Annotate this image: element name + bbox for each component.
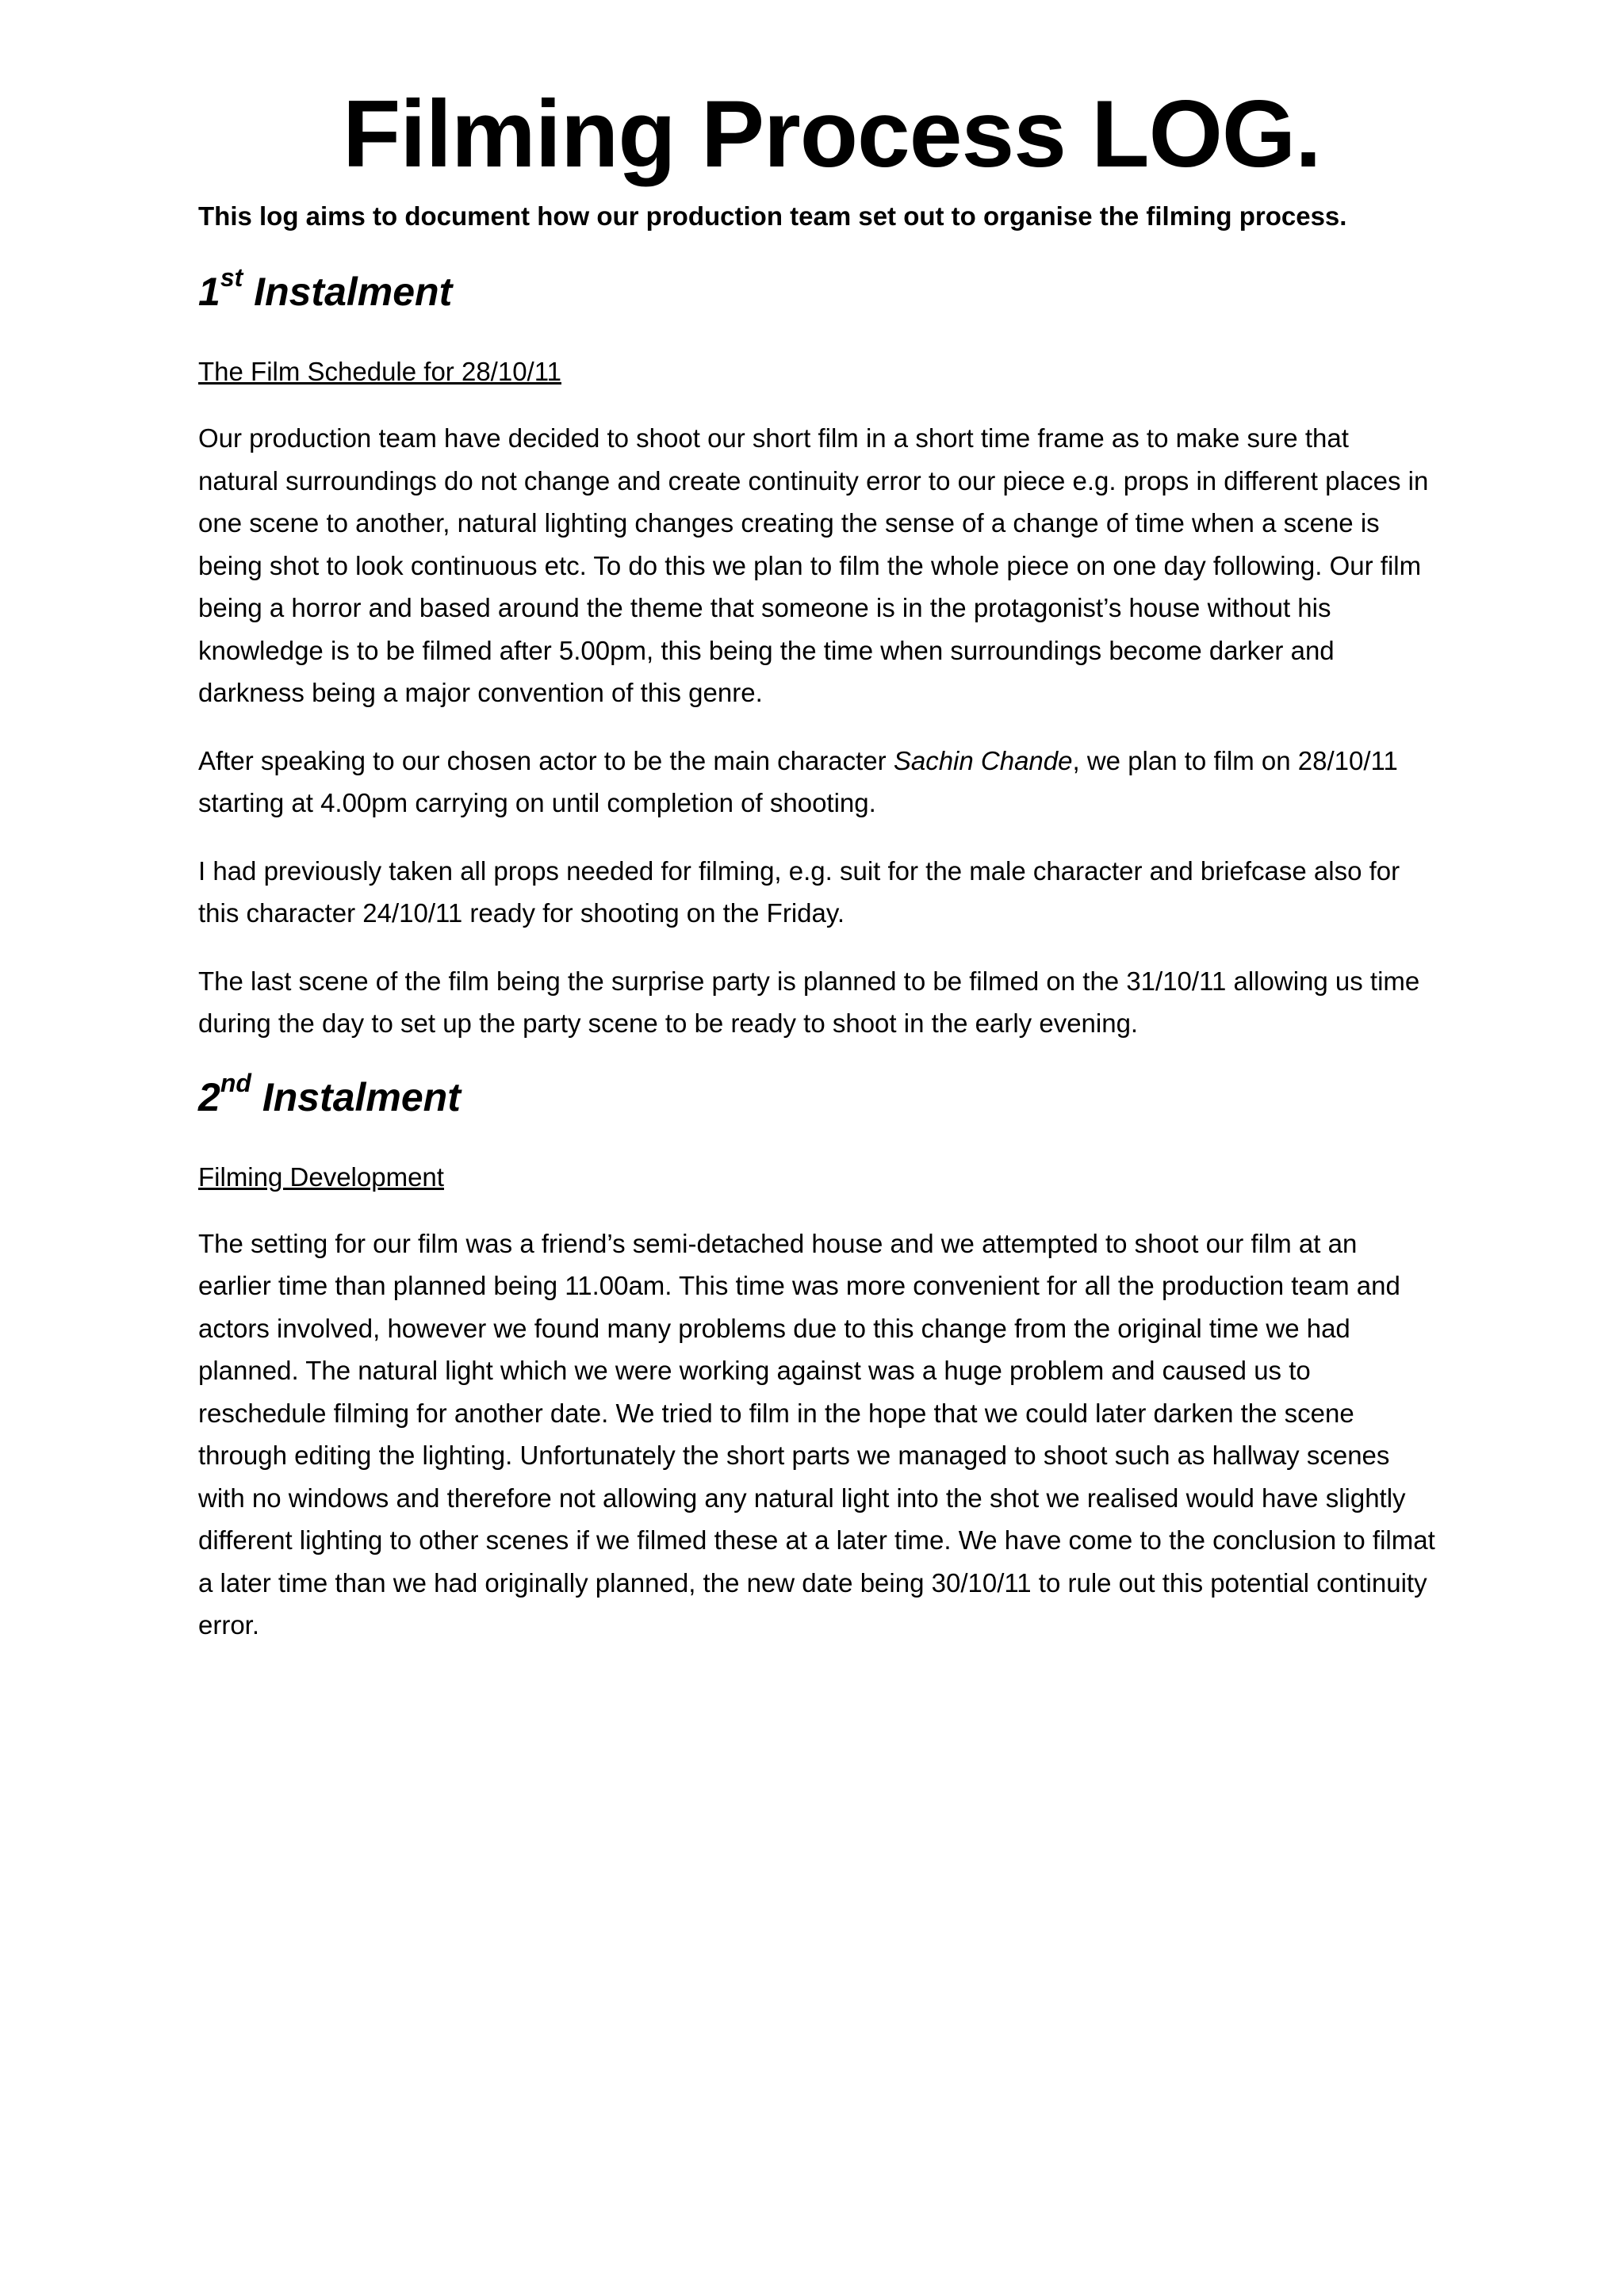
paragraph: The last scene of the film being the surprise party is planned to be filmed on the 31/10/11 allowing us time during the day to set up the party scene to be ready to shoot in the early evening. <box>198 966 1420 1038</box>
heading-number: 2 <box>198 1074 220 1119</box>
heading-ordinal: st <box>220 263 243 293</box>
page-title: Filming Process LOG. <box>343 81 1321 187</box>
paragraph-text: , we plan to film on 28/10/11 starting at 4.00pm carrying on until completion of shooting. <box>198 745 1398 817</box>
section-heading <box>198 1070 1435 1124</box>
paragraph <box>198 740 1435 825</box>
paragraph: The setting for our film was a friend’s semi-detached house and we attempted to shoot our film at an earlier time than planned being 11.00am. This time was more convenient for all the production team and actors involved, however we found many problems due to this change from the original time we had planned. The natural light which we were working against was a huge problem and caused us to reschedule filming for another date. We tried to film in the hope that we could later darken the scene through editing the lighting. Unfortunately the short parts we managed to shoot such as hallway scenes with no windows and therefore not allowing any natural light into the shot we realised would have slightly different lighting to other scenes if we filmed these at a later time. We have come to the conclusion to filmat a later time than we had originally planned, the new date being 30/10/11 to rule out this potential continuity error. <box>198 1228 1435 1640</box>
intro-statement: This log aims to document how our production team set out to organise the filming process. <box>198 201 1347 231</box>
section-first-instalment <box>198 265 1435 1045</box>
paragraph-text: After speaking to our chosen actor to be the main character <box>198 745 894 775</box>
paragraph: I had previously taken all props needed for filming, e.g. suit for the male character and briefcase also for this character 24/10/11 ready for shooting on the Friday. <box>198 855 1400 928</box>
section-subheading: Filming Development <box>198 1161 444 1192</box>
section-second-instalment <box>198 1070 1435 1647</box>
section-heading <box>198 265 1435 319</box>
document-body <box>198 195 1435 1672</box>
paragraph: Our production team have decided to shoot our short film in a short time frame as to make sure that natural surroundings do not change and create continuity error to our piece e.g. props in different places in one scene to another, natural lighting changes creating the sense of a change of time when a scene is being shot to look continuous etc. To do this we plan to film the whole piece on one day following. Our film being a horror and based around the theme that someone is in the protagonist’s house without his knowledge is to be filmed after 5.00pm, this being the time when surroundings become darker and darkness being a major convention of this genre. <box>198 423 1429 707</box>
heading-ordinal: nd <box>220 1068 251 1097</box>
actor-name: Sachin Chande <box>893 745 1073 775</box>
heading-text: Instalment <box>254 270 453 314</box>
section-subheading: The Film Schedule for 28/10/11 <box>198 357 561 386</box>
heading-number: 1 <box>198 270 220 314</box>
heading-text: Instalment <box>262 1074 461 1119</box>
